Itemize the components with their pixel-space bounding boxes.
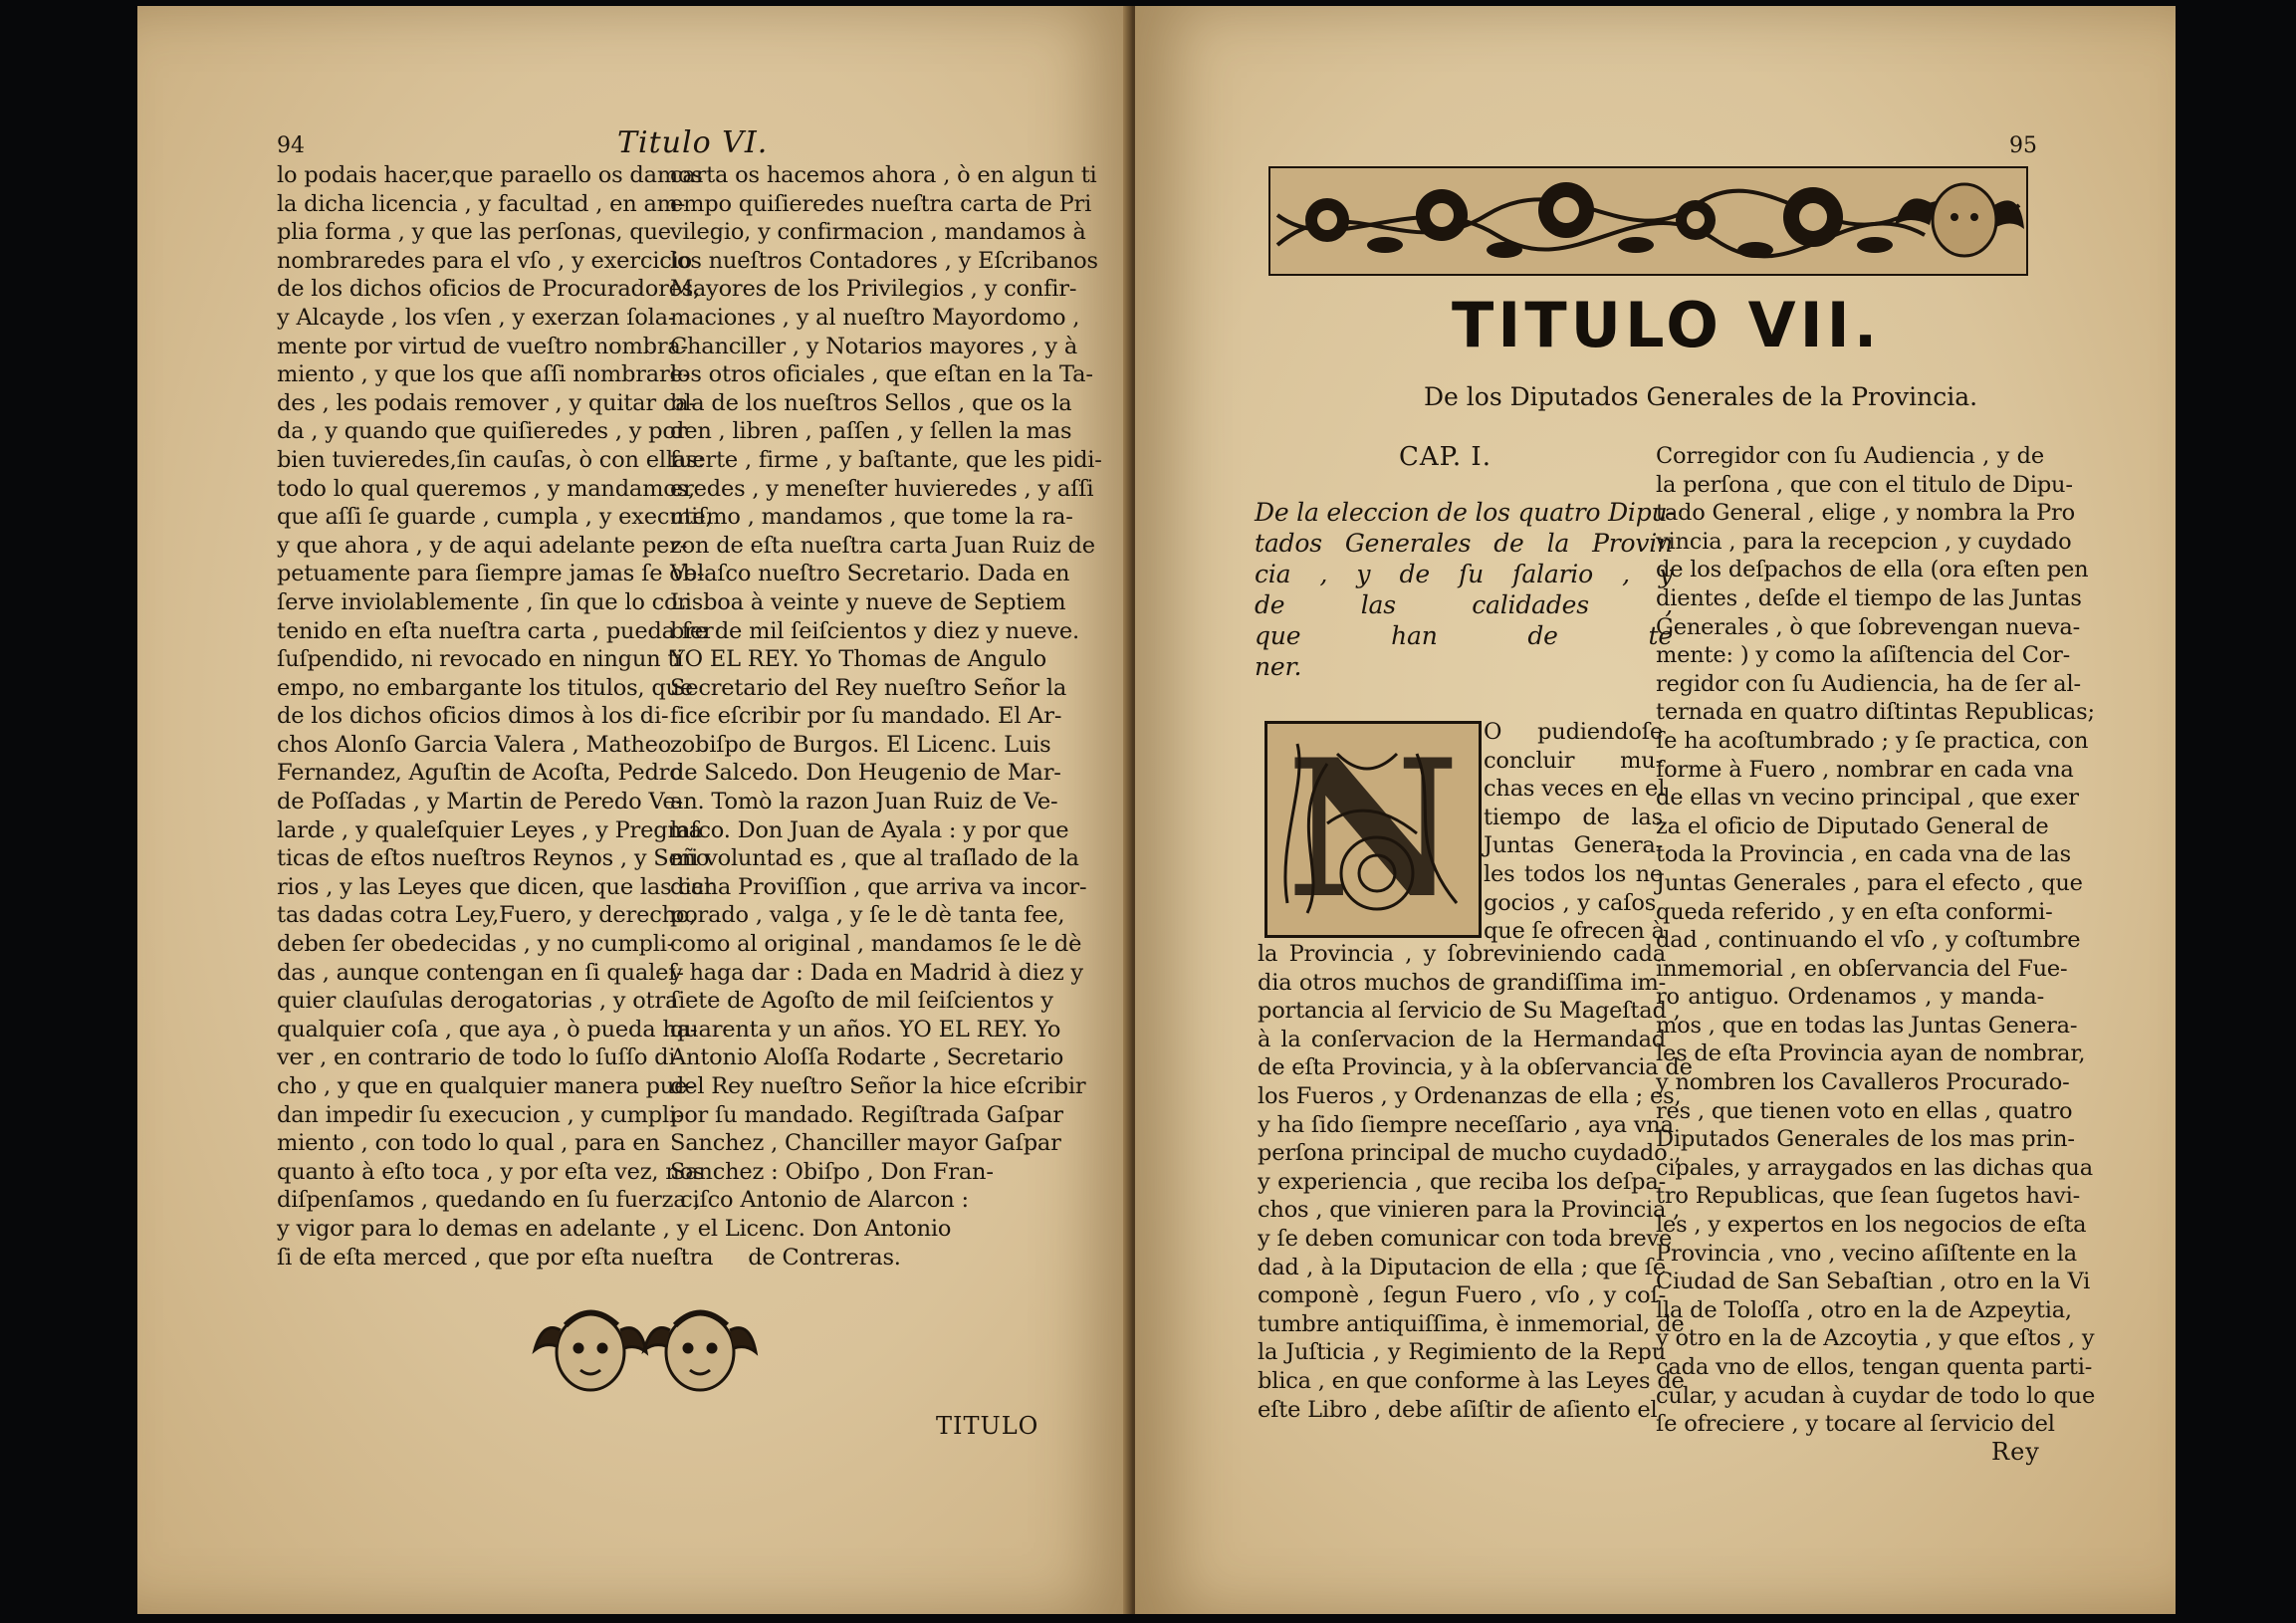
- text-line: mos , que en todas las Juntas Genera-: [1656, 1012, 2078, 1039]
- text-line: qualquier coſa , que aya , ò pueda ha-: [277, 1016, 698, 1043]
- chapter-title: TITULO VII.: [1452, 289, 1882, 361]
- text-line: Antonio Aloſſa Rodarte , Secretario: [670, 1044, 1064, 1071]
- cherub-heads-ornament: [531, 1290, 770, 1410]
- text-line: como al original , mandamos ſe le dè: [670, 931, 1082, 958]
- chapter-rubric: [1255, 497, 1676, 682]
- text-line: Generales , ò que ſobrevengan nueva-: [1656, 613, 2080, 640]
- text-line: des , les podais remover , y quitar ca-: [277, 389, 696, 416]
- text-line: à la conſervacion de la Hermandad: [1258, 1026, 1666, 1052]
- text-line: lla de Toloſſa , otro en la de Azpeytia,: [1656, 1296, 2072, 1323]
- text-line: chos Alonſo Garcia Valera , Matheo: [277, 731, 672, 758]
- text-line: tumbre antiquiſſima, è inmemorial, de: [1258, 1310, 1685, 1337]
- text-line: miento , con todo lo qual , para en: [277, 1130, 660, 1157]
- text-line: porado , valga , y ſe le dè tanta fee,: [670, 902, 1065, 929]
- text-line: forme à Fuero , nombrar en cada vna: [1656, 756, 2074, 783]
- text-line: res , que tienen voto en ellas , quatro: [1656, 1097, 2073, 1124]
- text-line: portancia al ſervicio de Su Mageſtad ,: [1258, 998, 1681, 1025]
- text-line: cipales, y arraygados en las dichas qua: [1656, 1154, 2093, 1181]
- text-line: de eſta Provincia, y à la obſervancia de: [1258, 1054, 1693, 1081]
- text-line: Velaſco nueſtro Secretario. Dada en: [670, 561, 1070, 587]
- text-line: bien tuvieredes,ſin cauſas, ò con ellas:: [277, 446, 705, 473]
- text-line: de los dichos oficios de Procuradores,: [277, 276, 701, 303]
- text-line: fuerte , firme , y baſtante, que les pidi-: [670, 446, 1102, 473]
- text-line: la Provincia , y ſobreviniendo cada: [1258, 941, 1666, 967]
- initial-ornament: [1267, 724, 1479, 935]
- text-line: tenido en eſta nueſtra carta , pueda ſer: [277, 617, 714, 644]
- text-line: Secretario del Rey nueſtro Señor la: [670, 674, 1067, 701]
- text-line: Sanchez : Obiſpo , Don Fran-: [670, 1158, 994, 1185]
- text-line: quanto à eſto toca , y por eſta vez, nos: [277, 1158, 705, 1185]
- text-line: diſpenſamos , quedando en ſu fuerza ,: [277, 1187, 701, 1214]
- text-line: da , y quando que quiſieredes , y por: [277, 418, 687, 445]
- text-line: les todos los ne: [1484, 860, 1663, 887]
- text-line: ternada en quatro diſtintas Republicas;: [1656, 699, 2095, 726]
- text-line: Corregidor con ſu Audiencia , y de: [1656, 443, 2044, 469]
- chapter-subtitle: De los Diputados Generales de la Provincia.: [1424, 382, 1978, 411]
- text-line: quier clauſulas derogatorias , y otra: [277, 988, 679, 1015]
- running-head: Titulo VI.: [617, 125, 769, 160]
- text-line: tro Republicas, que ſean ſugetos havi-: [1656, 1183, 2081, 1210]
- text-line: cular, y acudan à cuydar de todo lo que: [1656, 1382, 2096, 1409]
- text-line: Sanchez , Chanciller mayor Gaſpar: [670, 1130, 1061, 1157]
- text-line: y ſe deben comunicar con toda breve: [1258, 1225, 1673, 1252]
- text-line: Provincia , vno , vecino aſiſtente en la: [1656, 1240, 2077, 1267]
- text-line: que aſſi ſe guarde , cumpla , y execute,: [277, 504, 713, 531]
- text-line: el Licenc. Don Antonio: [697, 1215, 952, 1242]
- text-line: que ſe ofrecen à: [1484, 918, 1665, 945]
- chapter-number: CAP. I.: [1399, 442, 1492, 472]
- text-line: y Alcayde , los vſen , y exerzan ſola-: [277, 304, 676, 331]
- text-line: plia forma , y que las perſonas, que: [277, 219, 671, 246]
- text-line: Diputados Generales de los mas prin-: [1656, 1126, 2075, 1153]
- text-line: y otro en la de Azcoytia , y que eſtos , y: [1656, 1325, 2095, 1352]
- text-line: miſmo , mandamos , que tome la ra-: [670, 504, 1073, 531]
- text-line: lo podais hacer,que paraello os damos: [277, 162, 703, 188]
- text-line: gocios , y caſos,: [1484, 889, 1663, 916]
- text-line: ro antiguo. Ordenamos , y manda-: [1656, 984, 2044, 1011]
- text-line: deben ſer obedecidas , y no cumpli-: [277, 931, 675, 958]
- text-line: regidor con ſu Audiencia, ha de ſer al-: [1656, 670, 2081, 697]
- right-column-1-beside-initial: [1484, 718, 1666, 946]
- text-line: De la eleccion de los quatro Dipu-: [1255, 498, 1676, 527]
- text-line: tado General , elige , y nombra la Pro: [1656, 500, 2075, 527]
- text-line: ſerve inviolablemente , ſin que lo con: [277, 588, 692, 615]
- text-line: por ſu mandado. Regiſtrada Gaſpar: [670, 1101, 1063, 1128]
- text-line: los otros oficiales , que eſtan en la Ta-: [670, 361, 1093, 388]
- text-line: ticas de eſtos nueſtros Reynos , y Seño: [277, 845, 710, 872]
- text-line: tados Generales de la Provin: [1255, 529, 1673, 558]
- text-line: dicha Proviſſion , que arriva va incor-: [670, 873, 1087, 900]
- text-line: mi voluntad es , que al traſlado de la: [670, 845, 1079, 872]
- text-line: Juntas Generales , para el efecto , que: [1656, 869, 2083, 896]
- text-line: zon de eſta nueſtra carta Juan Ruiz de: [670, 532, 1095, 559]
- text-line: toda la Provincia , en cada vna de las: [1656, 841, 2071, 868]
- text-line: cada vno de ellos, tengan quenta parti-: [1656, 1354, 2093, 1380]
- text-line: mente: ) y como la aſiſtencia del Cor-: [1656, 642, 2071, 669]
- text-line: petuamente para ſiempre jamas ſe ob-: [277, 561, 705, 587]
- text-line: tiempo de las: [1484, 804, 1663, 830]
- initial-letter: N: [1286, 724, 1460, 935]
- text-line: larde , y qualeſquier Leyes , y Pregma: [277, 816, 702, 843]
- text-line: miento , y que los que aſſi nombrare-: [277, 361, 691, 388]
- text-line: dad , à la Diputacion de ella ; que ſe: [1258, 1254, 1666, 1280]
- text-line: de ellas vn vecino principal , que exer: [1656, 785, 2079, 812]
- text-line: la perſona , que con el titulo de Dipu-: [1656, 471, 2073, 498]
- text-line: inmemorial , en obſervancia del Fue-: [1656, 955, 2068, 982]
- text-line: quarenta y un años. YO EL REY. Yo: [670, 1016, 1061, 1043]
- text-line: y ha ſido ſiempre neceſſario , aya vna: [1258, 1111, 1674, 1138]
- text-line: les , y expertos en los negocios de eſta: [1656, 1212, 2087, 1239]
- text-line: de las calidades ,: [1255, 590, 1673, 619]
- text-line: de los deſpachos de ella (ora eſten pen: [1656, 557, 2089, 583]
- text-line: de Salcedo. Don Heugenio de Mar-: [670, 760, 1061, 787]
- decorated-initial: [1264, 721, 1482, 938]
- text-line: Juntas Genera-: [1484, 832, 1663, 859]
- text-line: cho , y que en qualquier manera pue-: [277, 1073, 695, 1099]
- text-line: fice eſcribir por ſu mandado. El Ar-: [670, 703, 1062, 730]
- text-line: del Rey nueſtro Señor la hice eſcribir: [670, 1073, 1086, 1099]
- text-line: dia otros muchos de grandiſſima im-: [1258, 969, 1666, 996]
- text-line: an. Tomò la razon Juan Ruiz de Ve-: [670, 789, 1058, 815]
- text-line: den , libren , paſſen , y ſellen la mas: [670, 418, 1072, 445]
- text-line: los Fueros , y Ordenanzas de ella ; es,: [1258, 1082, 1682, 1109]
- text-line: ſe ofreciere , y tocare al ſervicio del: [1656, 1411, 2055, 1438]
- text-line: concluir mu-: [1484, 747, 1663, 774]
- text-line: zobiſpo de Burgos. El Licenc. Luis: [670, 731, 1051, 758]
- text-line: vincia , para la recepcion , y cuydado: [1656, 528, 2072, 555]
- text-line: y nombren los Cavalleros Procurado-: [1656, 1069, 2070, 1096]
- text-line: Lisboa à veinte y nueve de Septiem: [670, 588, 1066, 615]
- right-column-1: [1258, 940, 1693, 1424]
- text-line: todo lo qual queremos , y mandamos,: [277, 475, 695, 502]
- page-number-left: 94: [277, 133, 305, 158]
- text-line: dan impedir ſu execucion , y cumpli-: [277, 1101, 684, 1128]
- text-line: los nueſtros Contadores , y Eſcribanos: [670, 247, 1098, 274]
- catchword-right: Rey: [1991, 1438, 2040, 1466]
- text-line: YO EL REY. Yo Thomas de Angulo: [670, 646, 1046, 673]
- text-line: rios , y las Leyes que dicen, que las car: [277, 873, 715, 900]
- text-line: de los dichos oficios dimos à los di-: [277, 703, 669, 730]
- left-page: [137, 6, 1133, 1614]
- text-line: que han de te: [1255, 621, 1673, 650]
- text-line: Ciudad de San Sebaſtian , otro en la Vi: [1656, 1269, 2091, 1295]
- text-line: de Poſſadas , y Martin de Peredo Ve-: [277, 789, 683, 815]
- text-line: ner.: [1255, 652, 1302, 681]
- text-line: ſiete de Agoſto de mil ſeiſcientos y: [670, 988, 1053, 1015]
- text-line: Chanciller , y Notarios mayores , y à: [670, 333, 1078, 359]
- text-line: les de eſta Provincia ayan de nombrar,: [1656, 1041, 2086, 1067]
- text-line: cia , y de ſu ſalario , y: [1255, 560, 1673, 588]
- text-line: perſona principal de mucho cuydado ,: [1258, 1140, 1682, 1167]
- text-line: za el oficio de Diputado General de: [1656, 812, 2049, 839]
- text-line: Mayores de los Privilegios , y confir-: [670, 276, 1077, 303]
- text-line: O pudiendoſe: [1484, 719, 1663, 745]
- text-line: y experiencia , que reciba los deſpa-: [1258, 1168, 1666, 1195]
- text-line: ſe ha acoſtumbrado ; y ſe practica, con: [1656, 727, 2089, 754]
- text-line: laſco. Don Juan de Ayala : y por que: [670, 816, 1069, 843]
- text-line: eredes , y meneſter huvieredes , y aſſi: [670, 475, 1094, 502]
- text-line: tas dadas cotra Ley,Fuero, y derecho,: [277, 902, 697, 929]
- text-line: ſi de eſta merced , que por eſta nueſtra: [277, 1244, 714, 1271]
- text-line: ciſco Antonio de Alarcon :: [680, 1187, 969, 1214]
- text-line: empo quiſieredes nueſtra carta de Pri: [670, 190, 1092, 217]
- left-column-2: [670, 161, 1102, 1272]
- left-column-1: [277, 161, 715, 1272]
- text-line: chos , que vinieren para la Provincia ,: [1258, 1197, 1681, 1224]
- text-line: carta os hacemos ahora , ò en algun ti: [670, 162, 1097, 188]
- text-line: maciones , y al nueſtro Mayordomo ,: [670, 304, 1080, 331]
- right-page: [1135, 6, 2176, 1614]
- text-line: blica , en que conforme à las Leyes de: [1258, 1367, 1685, 1394]
- text-line: ſuſpendido, ni revocado en ningun ti: [277, 646, 684, 673]
- text-line: chas veces en el: [1484, 776, 1666, 803]
- text-line: la dicha licencia , y facultad , en am-: [277, 190, 686, 217]
- page-number-right: 95: [2009, 133, 2037, 158]
- text-line: mente por virtud de vueſtro nombra-: [277, 333, 689, 359]
- floral-headpiece-ornament: [1267, 165, 2029, 277]
- text-line: dad , continuando el vſo , y coſtumbre: [1656, 927, 2081, 954]
- text-line: de Contreras.: [748, 1244, 901, 1271]
- text-line: nombraredes para el vſo , y exercicio: [277, 247, 692, 274]
- text-line: componè , ſegun Fuero , vſo , y coſ-: [1258, 1282, 1666, 1309]
- text-line: y vigor para lo demas en adelante , y: [277, 1215, 690, 1242]
- text-line: Fernandez, Aguſtin de Acoſta, Pedro: [277, 760, 683, 787]
- text-line: vilegio, y confirmacion , mandamos à: [670, 219, 1086, 246]
- text-line: empo, no embargante los titulos, que: [277, 674, 693, 701]
- text-line: la Juſticia , y Regimiento de la Repu: [1258, 1339, 1666, 1366]
- text-line: y haga dar : Dada en Madrid à diez y: [670, 959, 1083, 986]
- text-line: bre de mil ſeiſcientos y diez y nueve.: [670, 617, 1079, 644]
- text-line: queda referido , y en eſta conformi-: [1656, 898, 2053, 925]
- text-line: ver , en contrario de todo lo ſuſſo di-: [277, 1044, 683, 1071]
- text-line: eſte Libro , debe aſiſtir de aſiento el: [1258, 1396, 1658, 1423]
- catchword-left: TITULO: [936, 1412, 1039, 1440]
- text-line: y que ahora , y de aqui adelante per-: [277, 532, 688, 559]
- text-line: bla de los nueſtros Sellos , que os la: [670, 389, 1072, 416]
- right-column-2: [1656, 442, 2096, 1439]
- text-line: das , aunque contengan en ſi qualeſ-: [277, 959, 684, 986]
- text-line: dientes , deſde el tiempo de las Juntas: [1656, 584, 2082, 611]
